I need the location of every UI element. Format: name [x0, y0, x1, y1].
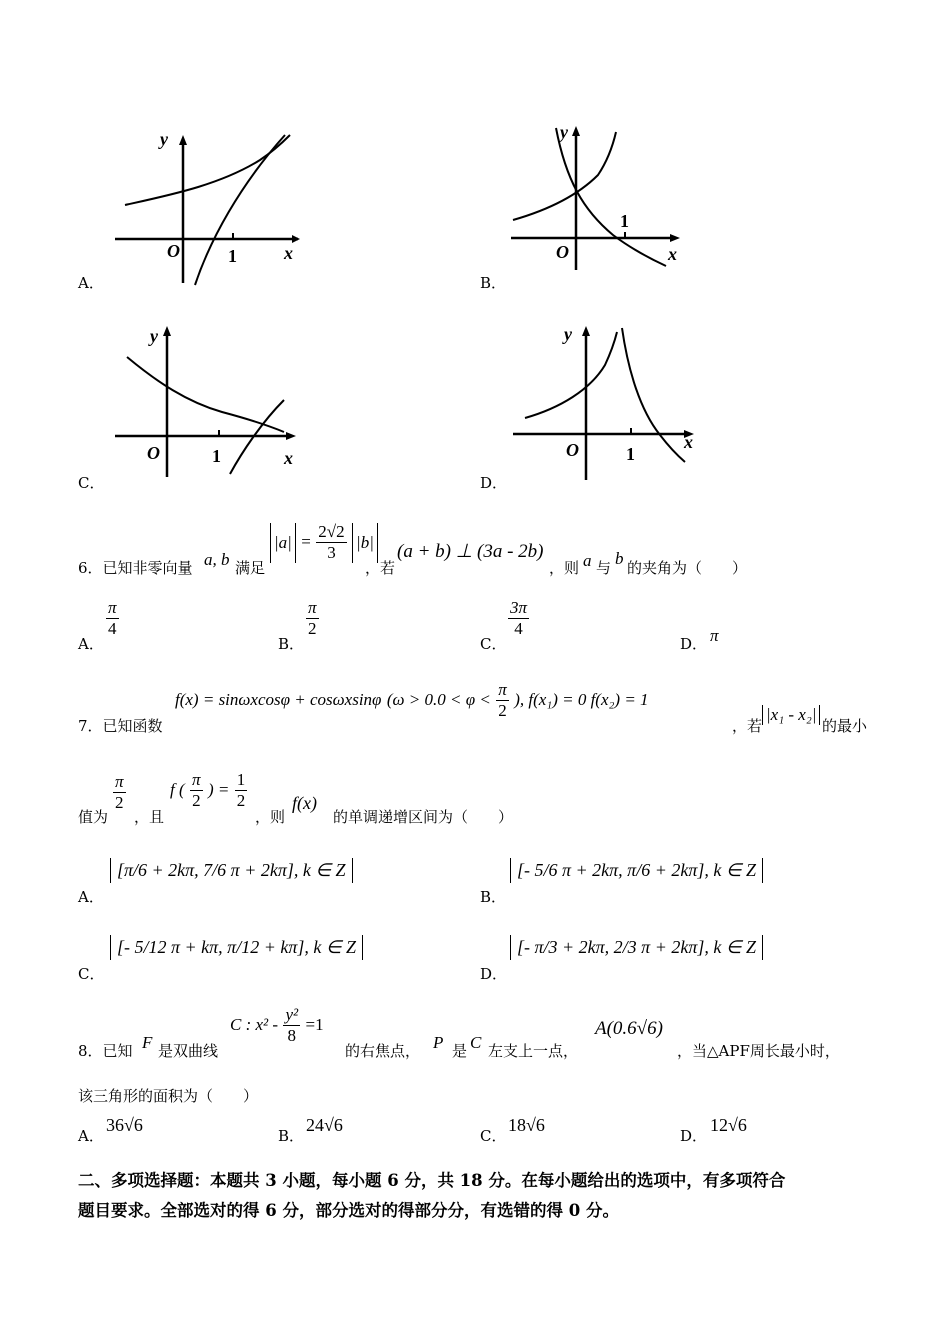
q8-curve-eq: =1 — [305, 1015, 324, 1034]
q7-min-num: π — [115, 772, 124, 791]
q6-vars-ab: a, b — [204, 550, 230, 569]
q7-min-value — [113, 772, 126, 813]
q8-curve-lhs: C : x² - — [230, 1015, 279, 1034]
q7-f-den: 2 — [192, 791, 201, 810]
q7-func: f(x) = sinωxcosφ + cosωxsinφ — [175, 690, 382, 709]
q6-c-den: 4 — [514, 619, 523, 638]
q8-point-A: A(0.6√6) — [595, 1018, 663, 1039]
q7-option-a: [π/6 + 2kπ, 7/6 π + 2kπ], k ∈ Z — [110, 858, 353, 883]
axis-x-label: x — [284, 448, 293, 468]
q7-fx: f(x) — [292, 793, 317, 813]
q8-var-F: F — [142, 1033, 153, 1052]
q5-option-d-label: D． — [480, 474, 508, 492]
q6-option-a — [106, 598, 119, 639]
origin-label: O — [167, 241, 180, 261]
graph-b — [508, 120, 688, 280]
q6-cond-den: 3 — [327, 543, 336, 562]
q7-f-pre: f ( — [170, 780, 185, 799]
q5-option-b-label: B． — [480, 274, 507, 292]
q7-text-if: ，若 — [732, 717, 763, 735]
q6-option-b — [306, 598, 319, 639]
q8-text-left-branch: 左支上一点， — [488, 1042, 579, 1060]
axis-x-label: x — [668, 244, 677, 264]
q8-option-c: 18√6 — [508, 1115, 545, 1135]
graph-c — [112, 322, 302, 482]
q8-text-hyperbola: 是双曲线 — [158, 1042, 219, 1060]
q7-half-num: 1 — [236, 770, 246, 789]
q6-option-c-label: C． — [480, 635, 507, 653]
q6-condition — [270, 522, 378, 563]
q6-b-num: π — [308, 598, 317, 617]
q6-cond-num: 2√2 — [318, 522, 345, 541]
q8-text-is: 是 — [452, 1042, 468, 1060]
q7-cond-num: π — [498, 680, 507, 699]
tick-one-label: 1 — [228, 246, 237, 266]
q8-option-d-label: D． — [680, 1127, 708, 1145]
q7-line2-tail: 的单调递增区间为（ ） — [333, 808, 514, 826]
q6-perp: (a + b) ⊥ (3a - 2b) — [397, 541, 544, 562]
origin-label: O — [147, 443, 160, 463]
q8-option-a-label: A． — [78, 1127, 104, 1145]
q7-cond-den: 2 — [498, 701, 507, 720]
q6-cond-lhs: |a| — [270, 523, 296, 563]
q6-cond-rhs: |b| — [352, 523, 378, 563]
q7-cond-post: ), f(x₁) = 0 f(x₂) = 1 — [514, 690, 649, 709]
q6-option-d: π — [710, 626, 719, 645]
q7-option-d-label: D． — [480, 965, 508, 983]
q6-c-num: 3π — [510, 598, 528, 617]
q8-var-P: P — [433, 1033, 444, 1052]
q8-option-d: 12√6 — [710, 1115, 747, 1135]
q7-option-d: [- π/3 + 2kπ, 2/3 π + 2kπ], k ∈ Z — [510, 935, 763, 960]
q6-option-c — [508, 598, 529, 639]
q6-cond-eq: = — [301, 532, 311, 551]
origin-label: O — [556, 242, 569, 262]
axis-y-label: y — [150, 326, 158, 346]
q8-text-focus: 的右焦点， — [345, 1042, 421, 1060]
q5-option-a-label: A． — [78, 274, 104, 292]
q7-option-b-label: B． — [480, 888, 507, 906]
q8-option-b-label: B． — [278, 1127, 305, 1145]
q8-text-when: ，当△APF周长最小时， — [677, 1042, 840, 1060]
q6-var-b: b — [615, 549, 624, 568]
q7-option-c-label: C． — [78, 965, 105, 983]
axis-y-label: y — [160, 129, 168, 149]
tick-one-label: 1 — [212, 446, 221, 466]
q6-a-den: 4 — [108, 619, 117, 638]
q6-text-then: ，则 — [549, 559, 580, 577]
q7-option-c: [- 5/12 π + kπ, π/12 + kπ], k ∈ Z — [110, 935, 363, 960]
q7-option-b: [- 5/6 π + 2kπ, π/6 + 2kπ], k ∈ Z — [510, 858, 763, 883]
q6-a-num: π — [108, 598, 117, 617]
q7-function-def — [175, 680, 649, 721]
q8-prefix: 8．已知 — [78, 1042, 133, 1060]
section2-heading-line1: 二、多项选择题：本题共 3 小题，每小题 6 分，共 18 分。在每小题给出的选项中，有多项符合 — [78, 1171, 786, 1190]
q7-option-a-label: A． — [78, 888, 104, 906]
graph-d — [510, 320, 700, 480]
q6-b-den: 2 — [308, 619, 317, 638]
q6-var-a: a — [583, 551, 592, 570]
q7-abs-diff: |x₁ - x₂| — [762, 705, 820, 725]
q7-text-then: ，则 — [255, 808, 286, 826]
axis-y-label: y — [560, 122, 568, 142]
q7-text-and: ，且 — [134, 808, 165, 826]
q7-f-post: ) = — [207, 780, 230, 799]
section2-heading-line2: 题目要求。全部选对的得 6 分，部分选对的得部分分，有选错的得 0 分。 — [78, 1201, 619, 1220]
q7-text-min: 的最小 — [822, 717, 868, 735]
axis-x-label: x — [284, 243, 293, 263]
q7-cond-pre: (ω > 0.0 < φ < — [386, 690, 491, 709]
q7-f-value — [170, 770, 247, 811]
q8-curve — [230, 1005, 324, 1046]
q7-half-den: 2 — [236, 791, 246, 810]
axis-y-label: y — [564, 324, 572, 344]
q8-option-b: 24√6 — [306, 1115, 343, 1135]
origin-label: O — [566, 440, 579, 460]
q8-option-a: 36√6 — [106, 1115, 143, 1135]
tick-one-label: 1 — [626, 444, 635, 464]
q6-option-a-label: A． — [78, 635, 104, 653]
axis-x-label: x — [684, 432, 693, 452]
q6-prefix: 6．已知非零向量 — [78, 559, 193, 577]
graph-a — [110, 125, 310, 290]
q6-option-d-label: D． — [680, 635, 708, 653]
q7-line2-prefix: 值为 — [78, 808, 109, 826]
tick-one-label: 1 — [620, 211, 629, 231]
q7-prefix: 7．已知函数 — [78, 717, 163, 735]
q6-text-satisfy: 满足 — [235, 559, 266, 577]
q8-line2: 该三角形的面积为（ ） — [78, 1087, 259, 1105]
q8-curve-den: 8 — [287, 1026, 297, 1045]
q6-tail: 的夹角为（ ） — [627, 559, 748, 577]
q8-option-c-label: C． — [480, 1127, 507, 1145]
q8-var-C: C — [470, 1033, 482, 1052]
q7-f-num: π — [192, 770, 201, 789]
q6-text-and: 与 — [596, 559, 612, 577]
q6-text-if: ，若 — [365, 559, 396, 577]
q6-option-b-label: B． — [278, 635, 305, 653]
q8-curve-num: y² — [285, 1005, 299, 1024]
q5-option-c-label: C． — [78, 474, 105, 492]
q7-min-den: 2 — [115, 793, 124, 812]
